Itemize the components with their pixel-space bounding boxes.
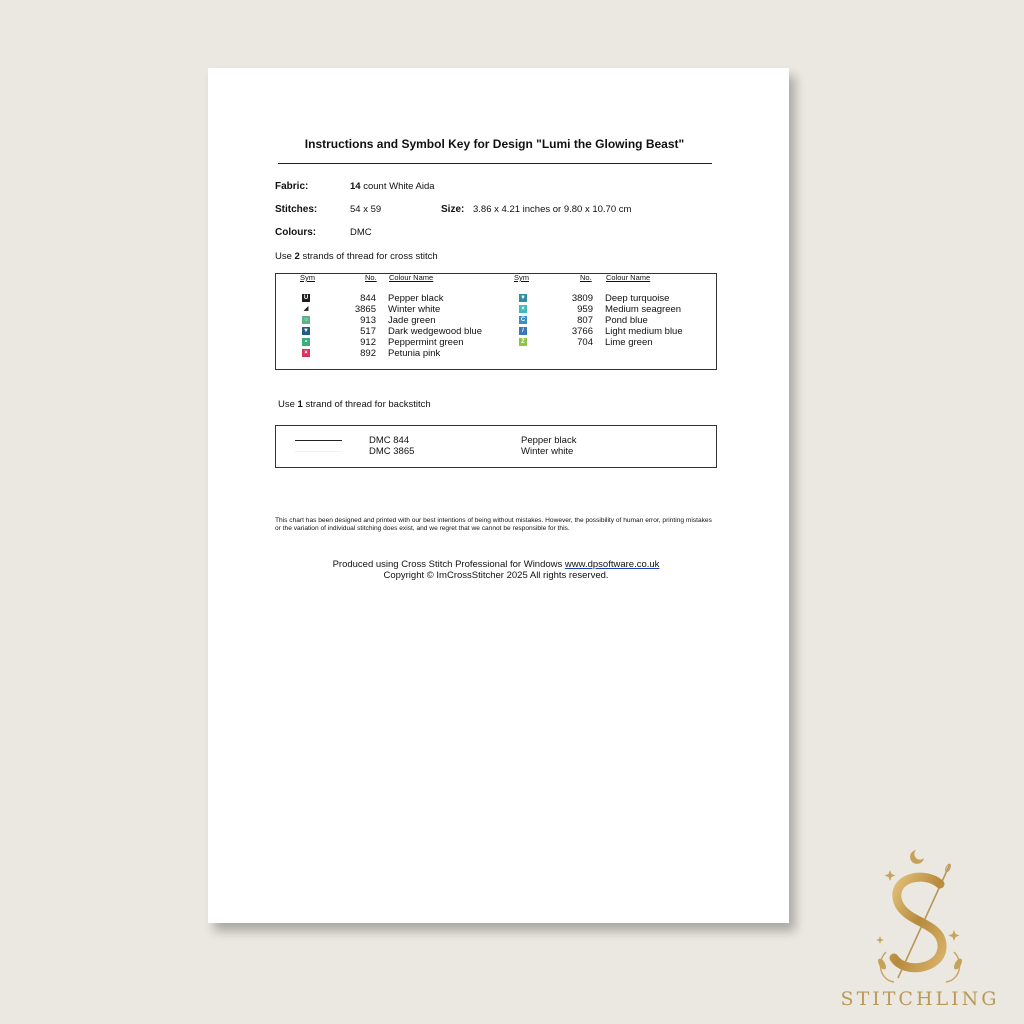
document-title: Instructions and Symbol Key for Design "Lumi the Glowing Beast" (304, 137, 685, 151)
colour-name: Petunia pink (388, 348, 441, 359)
key-row (493, 315, 703, 326)
name-header-left: Colour Name (389, 273, 434, 282)
colour-name: Winter white (388, 304, 441, 315)
thread-symbol-icon: ▼ (520, 295, 526, 301)
stitches-label: Stitches: (275, 204, 318, 215)
dmc-number: 3766 (571, 326, 593, 337)
dmc-number: 704 (577, 337, 593, 348)
dpsoftware-link[interactable]: www.dpsoftware.co.uk (564, 559, 660, 570)
size-label: Size: (441, 204, 465, 215)
dmc-number: 913 (360, 315, 376, 326)
fabric-count: 14 (350, 181, 361, 192)
produced-line (275, 559, 717, 570)
dmc-number: 892 (360, 348, 376, 359)
colour-name: Dark wedgewood blue (388, 326, 483, 337)
thread-symbol-icon: • (302, 338, 310, 346)
colour-name: Pepper black (388, 293, 444, 304)
colour-name: Medium seagreen (605, 304, 682, 315)
dmc-number: 3865 (354, 304, 376, 315)
stitches-value: 54 x 59 (350, 204, 382, 215)
backstitch-strands: Use 1 strand of thread for backstitch (278, 399, 431, 410)
backstitch-code: DMC 844 (369, 435, 410, 446)
pattern-sheet (208, 68, 789, 923)
key-row (493, 293, 703, 304)
colour-name: Peppermint green (388, 337, 464, 348)
key-row (276, 337, 486, 348)
key-row (276, 315, 486, 326)
produced-text: Produced using Cross Stitch Professional for Windows (332, 559, 565, 570)
backstitch-line-sample (295, 451, 342, 452)
colours-value: DMC (350, 227, 372, 238)
colour-name: Jade green (388, 315, 436, 326)
backstitch-code: DMC 3865 (369, 446, 415, 457)
fabric-label: Fabric: (275, 181, 309, 192)
colour-name: Deep turquoise (605, 293, 670, 304)
copyright: Copyright © ImCrossStitcher 2025 All rights reserved. (383, 570, 609, 581)
name-header-right: Colour Name (606, 273, 651, 282)
colour-name: Light medium blue (605, 326, 683, 337)
dmc-number: 517 (360, 326, 376, 337)
sym-header-right: Sym (514, 273, 529, 282)
colours-label: Colours: (275, 227, 317, 238)
colour-name: Lime green (605, 337, 653, 348)
key-row (493, 326, 703, 337)
key-row (493, 304, 703, 315)
key-row (276, 348, 486, 359)
backstitch-colour-name: Winter white (521, 446, 574, 457)
fabric-type: count White Aida (360, 181, 435, 192)
dmc-number: 3809 (571, 293, 593, 304)
thread-symbol-icon: ◢ (303, 306, 309, 312)
colour-name: Pond blue (605, 315, 648, 326)
thread-symbol-icon: / (519, 327, 527, 335)
dmc-number: 844 (360, 293, 376, 304)
dmc-number: 807 (577, 315, 593, 326)
fabric-value (350, 181, 435, 192)
backstitch-line-sample (295, 440, 342, 441)
thread-symbol-icon: U (303, 295, 309, 301)
key-row (276, 304, 486, 315)
symbol-key-table (275, 273, 717, 370)
size-value: 3.86 x 4.21 inches or 9.80 x 10.70 cm (473, 204, 632, 215)
thread-symbol-icon: Z (519, 338, 527, 346)
thread-symbol-icon: × (302, 349, 310, 357)
brand-wordmark: STITCHLING (840, 988, 1000, 1010)
backstitch-table (275, 425, 717, 468)
backstitch-colour-name: Pepper black (521, 435, 577, 446)
cross-stitch-strands: Use 2 strands of thread for cross stitch (275, 251, 438, 262)
no-header-right: No. (580, 273, 592, 282)
disclaimer: This chart has been designed and printed with our best intentions of being without mistakes. However, the possibility of human error, printing mistakes or the variation of individual stitching does exist, and we regret that we cannot be responsible for this. (275, 517, 712, 532)
sym-header-left: Sym (300, 273, 315, 282)
key-row (276, 293, 486, 304)
title-divider (278, 163, 712, 164)
key-row (493, 337, 703, 348)
no-header-left: No. (365, 273, 377, 282)
thread-symbol-icon: ○ (302, 316, 310, 324)
key-row (276, 326, 486, 337)
thread-symbol-icon: × (519, 305, 527, 313)
dmc-number: 912 (360, 337, 376, 348)
thread-symbol-icon: C (520, 317, 526, 323)
dmc-number: 959 (577, 304, 593, 315)
thread-symbol-icon: ▼ (303, 328, 309, 334)
